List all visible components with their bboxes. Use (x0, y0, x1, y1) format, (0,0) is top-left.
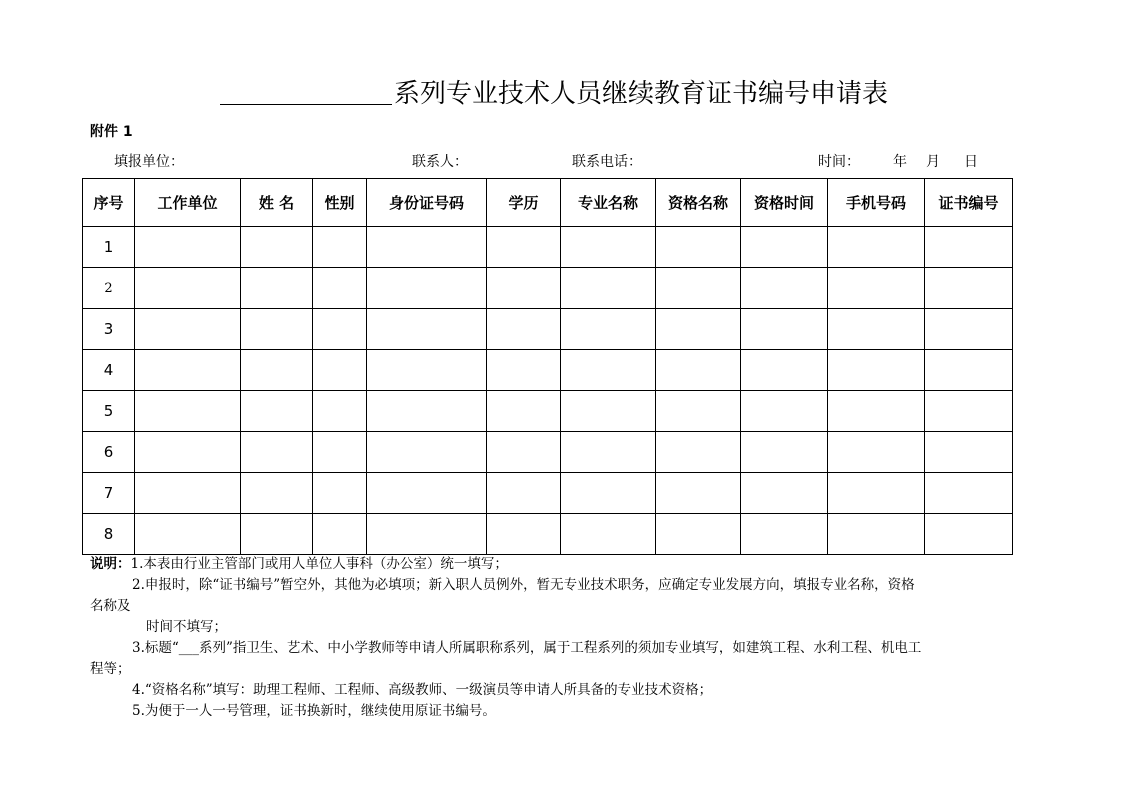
table-row (83, 309, 1013, 350)
major-cell[interactable] (561, 432, 656, 473)
note-line-1 (90, 554, 1012, 575)
qualification-date-cell[interactable] (741, 268, 828, 309)
row-number: 2 (83, 268, 135, 309)
unit-label: 填报单位： (114, 154, 184, 170)
qualification-date-cell[interactable] (741, 350, 828, 391)
month-label: 月 (926, 154, 940, 170)
work-unit-cell[interactable] (135, 350, 241, 391)
name-cell[interactable] (241, 350, 313, 391)
contact-label: 联系人： (412, 154, 468, 170)
form-title (220, 76, 888, 112)
row-number: 1 (83, 227, 135, 268)
gender-cell[interactable] (313, 473, 367, 514)
qualification-date-cell[interactable] (741, 432, 828, 473)
education-cell[interactable] (487, 350, 561, 391)
education-cell[interactable] (487, 432, 561, 473)
education-cell[interactable] (487, 227, 561, 268)
note-line-2-cont2: 时间不填写； (146, 619, 227, 635)
qualification-cell[interactable] (656, 350, 741, 391)
header-work-unit: 工作单位 (135, 179, 241, 227)
table-row (83, 268, 1013, 309)
qualification-date-cell[interactable] (741, 473, 828, 514)
name-cell[interactable] (241, 514, 313, 555)
education-cell[interactable] (487, 268, 561, 309)
day-label: 日 (964, 154, 978, 170)
table-header-row (83, 179, 1013, 227)
qualification-date-cell[interactable] (741, 227, 828, 268)
id-number-cell[interactable] (367, 309, 487, 350)
notes-heading: 说明： (90, 556, 131, 572)
id-number-cell[interactable] (367, 350, 487, 391)
id-number-cell[interactable] (367, 514, 487, 555)
gender-cell[interactable] (313, 514, 367, 555)
table-row (83, 473, 1013, 514)
note-line-2: 2.申报时，除“证书编号”暂空外，其他为必填项；新入职人员例外，暂无专业技术职务，应确定专业发展方向，填报专业名称，资格 (132, 577, 915, 593)
gender-cell[interactable] (313, 268, 367, 309)
certificate-number-cell[interactable] (925, 309, 1013, 350)
certificate-number-cell[interactable] (925, 350, 1013, 391)
mobile-cell[interactable] (828, 227, 925, 268)
header-qualification: 资格名称 (656, 179, 741, 227)
major-cell[interactable] (561, 350, 656, 391)
qualification-cell[interactable] (656, 227, 741, 268)
name-cell[interactable] (241, 432, 313, 473)
id-number-cell[interactable] (367, 473, 487, 514)
gender-cell[interactable] (313, 350, 367, 391)
header-gender: 性别 (313, 179, 367, 227)
note-line-3-cont: 程等； (90, 661, 131, 677)
name-cell[interactable] (241, 268, 313, 309)
mobile-cell[interactable] (828, 473, 925, 514)
major-cell[interactable] (561, 514, 656, 555)
row-number: 4 (83, 350, 135, 391)
note-line-3: 3.标题“___系列”指卫生、艺术、中小学教师等申请人所属职称系列，属于工程系列的须加专业填写，如建筑工程、水利工程、机电工 (132, 640, 922, 656)
qualification-cell[interactable] (656, 514, 741, 555)
qualification-cell[interactable] (656, 391, 741, 432)
education-cell[interactable] (487, 391, 561, 432)
gender-cell[interactable] (313, 227, 367, 268)
table-row (83, 350, 1013, 391)
certificate-number-cell[interactable] (925, 391, 1013, 432)
row-number: 5 (83, 391, 135, 432)
education-cell[interactable] (487, 309, 561, 350)
header-serial: 序号 (83, 179, 135, 227)
header-id-number: 身份证号码 (367, 179, 487, 227)
row-number: 8 (83, 514, 135, 555)
qualification-date-cell[interactable] (741, 391, 828, 432)
work-unit-cell[interactable] (135, 432, 241, 473)
name-cell[interactable] (241, 391, 313, 432)
major-cell[interactable] (561, 268, 656, 309)
form-title-text: 系列专业技术人员继续教育证书编号申请表 (394, 79, 889, 109)
gender-cell[interactable] (313, 391, 367, 432)
header-education: 学历 (487, 179, 561, 227)
major-cell[interactable] (561, 391, 656, 432)
work-unit-cell[interactable] (135, 309, 241, 350)
note-text: 1.本表由行业主管部门或用人单位人事科（办公室）统一填写； (130, 556, 508, 572)
row-number: 7 (83, 473, 135, 514)
gender-cell[interactable] (313, 432, 367, 473)
qualification-cell[interactable] (656, 432, 741, 473)
id-number-cell[interactable] (367, 268, 487, 309)
id-number-cell[interactable] (367, 391, 487, 432)
qualification-cell[interactable] (656, 268, 741, 309)
table-row (83, 514, 1013, 555)
qualification-date-cell[interactable] (741, 309, 828, 350)
work-unit-cell[interactable] (135, 227, 241, 268)
mobile-cell[interactable] (828, 309, 925, 350)
instructions (90, 554, 1012, 722)
certificate-number-cell[interactable] (925, 514, 1013, 555)
certificate-number-cell[interactable] (925, 473, 1013, 514)
work-unit-cell[interactable] (135, 473, 241, 514)
name-cell[interactable] (241, 227, 313, 268)
certificate-number-cell[interactable] (925, 227, 1013, 268)
note-line-5: 5.为便于一人一号管理，证书换新时，继续使用原证书编号。 (132, 703, 496, 719)
id-number-cell[interactable] (367, 432, 487, 473)
phone-label: 联系电话： (572, 154, 642, 170)
header-mobile: 手机号码 (828, 179, 925, 227)
time-label: 时间： (818, 154, 860, 170)
note-line-2-cont: 名称及 (90, 598, 131, 614)
qualification-cell[interactable] (656, 473, 741, 514)
table-row (83, 391, 1013, 432)
row-number: 3 (83, 309, 135, 350)
mobile-cell[interactable] (828, 432, 925, 473)
table-row (83, 432, 1013, 473)
major-cell[interactable] (561, 473, 656, 514)
certificate-number-cell[interactable] (925, 432, 1013, 473)
mobile-cell[interactable] (828, 514, 925, 555)
qualification-date-cell[interactable] (741, 514, 828, 555)
name-cell[interactable] (241, 309, 313, 350)
certificate-number-cell[interactable] (925, 268, 1013, 309)
id-number-cell[interactable] (367, 227, 487, 268)
name-cell[interactable] (241, 473, 313, 514)
header-qualification-date: 资格时间 (741, 179, 828, 227)
header-major: 专业名称 (561, 179, 656, 227)
work-unit-cell[interactable] (135, 268, 241, 309)
mobile-cell[interactable] (828, 350, 925, 391)
table-row (83, 227, 1013, 268)
series-blank-line (220, 76, 392, 105)
attachment-label: 附件 1 (90, 124, 133, 140)
major-cell[interactable] (561, 227, 656, 268)
application-table (82, 178, 1013, 555)
mobile-cell[interactable] (828, 268, 925, 309)
work-unit-cell[interactable] (135, 514, 241, 555)
education-cell[interactable] (487, 514, 561, 555)
year-label: 年 (893, 154, 907, 170)
note-line-4: 4.“资格名称”填写：助理工程师、工程师、高级教师、一级演员等申请人所具备的专业技术资格； (132, 682, 713, 698)
gender-cell[interactable] (313, 309, 367, 350)
mobile-cell[interactable] (828, 391, 925, 432)
education-cell[interactable] (487, 473, 561, 514)
row-number: 6 (83, 432, 135, 473)
work-unit-cell[interactable] (135, 391, 241, 432)
major-cell[interactable] (561, 309, 656, 350)
qualification-cell[interactable] (656, 309, 741, 350)
header-name: 姓 名 (241, 179, 313, 227)
header-certificate-number: 证书编号 (925, 179, 1013, 227)
